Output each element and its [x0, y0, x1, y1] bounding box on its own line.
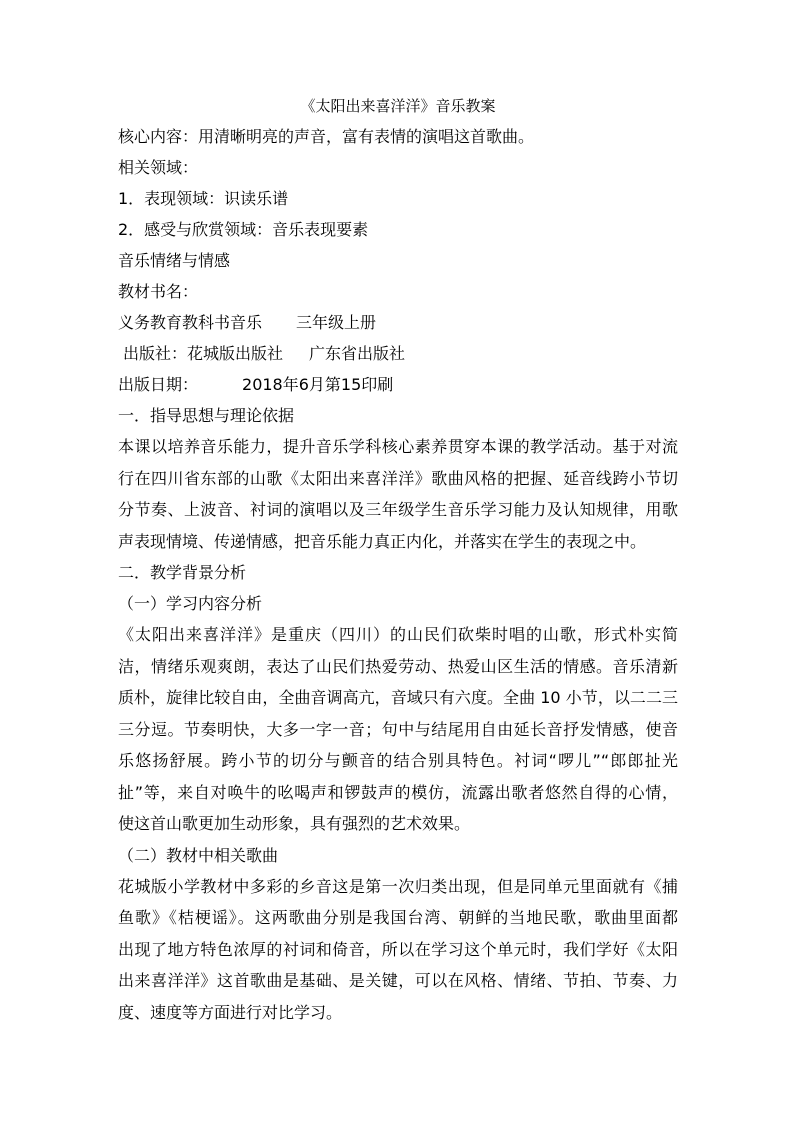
- paragraph-line: 乐悠扬舒展。跨小节的切分与颤音的结合别具特色。衬词“啰儿”“郎郎扯光: [118, 751, 678, 770]
- paragraph-line: 三分逗。节奏明快，大多一字一音；句中与结尾用自由延长音抒发情感，使音: [118, 719, 678, 739]
- textbook-name: 义务教育教科书音乐: [118, 313, 263, 332]
- related-fields-label: 相关领域：: [118, 158, 199, 177]
- publish-date-value: 2018年6月第15印刷: [242, 375, 394, 394]
- paragraph-line: 使这首山歌更加生动形象，具有强烈的艺术效果。: [118, 814, 471, 833]
- paragraph-line: 洁，情绪乐观爽朗，表达了山民们热爱劳动、热爱山区生活的情感。音乐清新: [118, 656, 678, 676]
- subsection-2-heading: （二）教材中相关歌曲: [118, 845, 279, 865]
- paragraph-line: 扯”等，来自对唤牛的吆喝声和锣鼓声的模仿，流露出歌者悠然自得的心情，: [118, 782, 678, 802]
- publish-date-line: [118, 369, 678, 400]
- publisher-label: 出版社：花城版出版社: [123, 344, 284, 363]
- subsection-2-paragraph: [118, 871, 678, 1029]
- textbook-grade: 三年级上册: [296, 313, 377, 332]
- document-page: [118, 91, 678, 1028]
- publisher-2: 广东省出版社: [309, 344, 406, 363]
- paragraph-line: 本课以培养音乐能力，提升音乐学科核心素养贯穿本课的教学活动。基于对流: [118, 437, 678, 456]
- publish-date-label: 出版日期：: [118, 375, 199, 394]
- subsection-1-heading: （一）学习内容分析: [118, 594, 263, 613]
- document-title: 《太阳出来喜洋洋》音乐教案: [300, 97, 496, 115]
- paragraph-line: 《太阳出来喜洋洋》是重庆（四川）的山民们砍柴时唱的山歌，形式朴实简: [118, 625, 678, 644]
- paragraph-line: 鱼歌》《桔梗谣》。这两歌曲分别是我国台湾、朝鲜的当地民歌，歌曲里面都: [118, 908, 678, 927]
- paragraph-line: 出现了地方特色浓厚的衬词和倚音，所以在学习这个单元时，我们学好《太阳: [118, 939, 678, 959]
- paragraph-line: 声表现情境、传递情感，把音乐能力真正内化，并落实在学生的表现之中。: [118, 531, 647, 551]
- paragraph-line: 花城版小学教材中多彩的乡音这是第一次归类出现，但是同单元里面就有《捕: [118, 876, 678, 896]
- publisher-line: [118, 338, 678, 369]
- section-2-heading: 二．教学背景分析: [118, 563, 247, 582]
- paragraph-line: 度、速度等方面进行对比学习。: [118, 1002, 343, 1022]
- paragraph-line: 出来喜洋洋》这首歌曲是基础、是关键，可以在风格、情绪、节拍、节奏、力: [118, 971, 678, 990]
- textbook-line: [118, 307, 678, 338]
- paragraph-line: 行在四川省东部的山歌《太阳出来喜洋洋》歌曲风格的把握、延音线跨小节切: [118, 468, 678, 488]
- section-1-paragraph: [118, 431, 678, 557]
- emotion-line: 音乐情绪与情感: [118, 251, 231, 270]
- core-content: 核心内容：用清晰明亮的声音，富有表情的演唱这首歌曲。: [118, 127, 535, 146]
- paragraph-line: 分节奏、上波音、衬词的演唱以及三年级学生音乐学习能力及认知规律，用歌: [118, 500, 678, 519]
- subsection-1-paragraph: [118, 619, 678, 840]
- field-1: 1．表现领域：识读乐谱: [118, 189, 289, 208]
- field-2: 2．感受与欣赏领域：音乐表现要素: [118, 220, 369, 239]
- textbook-label: 教材书名：: [118, 282, 199, 301]
- paragraph-line: 质朴，旋律比较自由，全曲音调高亢，音域只有六度。全曲 10 小节，以二二三: [118, 688, 678, 707]
- section-1-heading: 一．指导思想与理论依据: [118, 406, 295, 425]
